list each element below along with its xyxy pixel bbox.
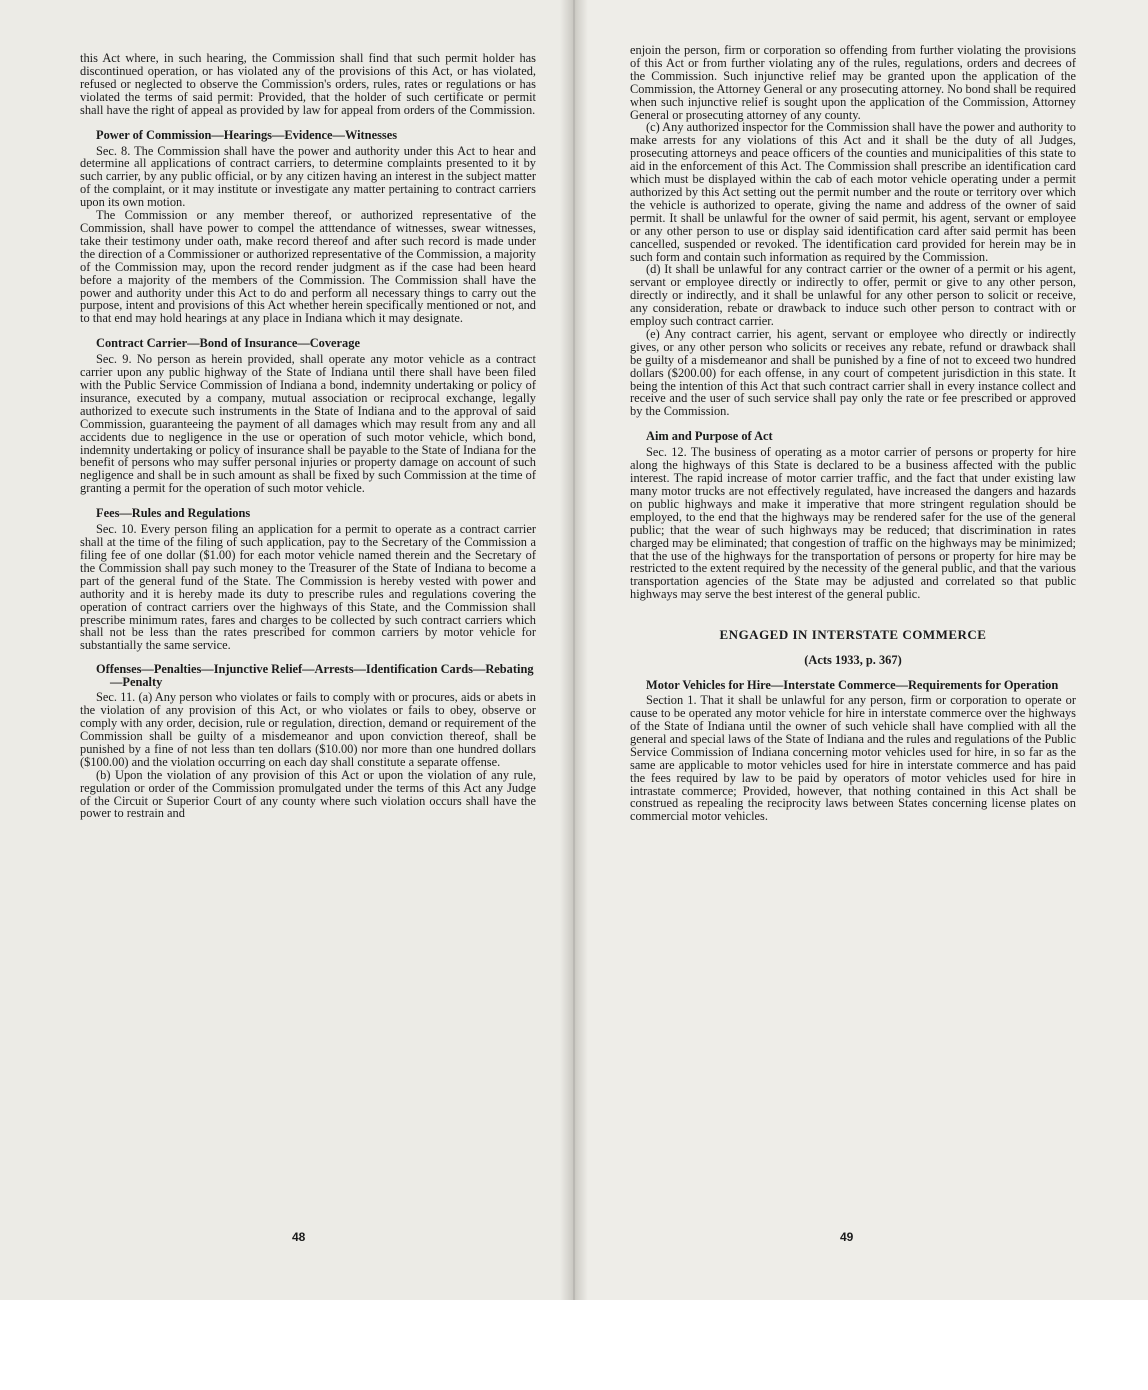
section-heading: Motor Vehicles for Hire—Interstate Commerce—Requirements for Operation: [646, 678, 1059, 693]
paragraph: Sec. 9. No person as herein provided, shall operate any motor vehicle as a contract carrier upon any public highway of the State of Indiana until there shall have been filed with the Public Service Commission of Indiana a bond, indemnity undertaking or policy of insurance, executed by a company, mutual association or reciprocal exchange, legally authorized to execute such instruments in the State of Indiana and to the approval of said Commission, guaranteeing the payment of all damages which may result from any and all accidents due to negligence in the use or operation of such motor vehicle, which bond, indemnity undertaking or policy of insurance shall be payable to the State of Indiana for the benefit of persons who may suffer personal injuries or property damage on account of such negligence and shall be in such amount as shall be fixed by such Commission at the time of granting a permit for the operation of such motor vehicle.: [80, 352, 536, 496]
left-page: [0, 0, 572, 1300]
page-number-right: 49: [840, 1230, 854, 1244]
paragraph: (e) Any contract carrier, his agent, servant or employee who directly or indirectly gives, or any other person who solicits or receives any rebate, refund or drawback shall be guilty of a misdemeanor and shall be punished by a fine of not to exceed two hundred dollars ($200.00) for each offense, in any court of competent jurisdiction in this state. It being the intention of this Act that such contract carrier shall in every instance collect and receive and the user of such service shall pay only the rate or fee prescribed or approved by the Commission.: [630, 326, 1076, 419]
paragraph: Section 1. That it shall be unlawful for any person, firm or corporation to operate or cause to be operated any motor vehicle for hire in interstate commerce over the highways of the State of Indiana until the owner of such vehicle shall have complied with all the general and special laws of the State of Indiana and the rules and regulations of the Public Service Commission of Indiana concerning motor vehicles used for hire, in so far as the same are applicable to motor vehicles used for hire in interstate commerce and has paid the fees required by law to be paid by operators of motor vehicles used for hire in intrastate commerce; Provided, however, that nothing contained in this Act shall be construed as repealing the reciprocity laws between States concerning license plates on commercial motor vehicles.: [630, 693, 1076, 824]
paragraph: Sec. 11. (a) Any person who violates or fails to comply with or procures, aids or abets in the violation of any provision of this Act, or who violates or fails to obey, observe or comply with any order, decision, rule or regulation, direction, demand or requirement of the Commission shall be guilty of a misdemeanor and upon conviction thereof, shall be punished by a fine of not less than ten dollars ($10.00) nor more than one hundred dollars ($100.00) and the violation occurring on each day shall constitute a separate offense.: [80, 690, 536, 769]
section-heading: Power of Commission—Hearings—Evidence—Witnesses: [96, 127, 398, 142]
paragraph: this Act where, in such hearing, the Commission shall find that such permit holder has discontinued operation, or has violated any of the provisions of this Act, or has violated, refused or neglected to observe the Commission's orders, rules, rates or regulations or has violated the terms of said permit: Provided, that the holder of such certificate or permit shall have the right of appeal as provided by law for appeal from orders of the Commission.: [80, 51, 536, 117]
section-heading: Aim and Purpose of Act: [646, 429, 773, 444]
left-page-text: [80, 52, 536, 820]
paragraph: (b) Upon the violation of any provision of this Act or upon the violation of any rule, regulation or order of the Commission promulgated under the terms of this Act any Judge of the Circuit or Superior Court of any county where such violation occurs shall have the power to restrain and: [80, 767, 536, 821]
paragraph: Sec. 8. The Commission shall have the power and authority under this Act to hear and determine all applications of contract carriers, to determine complaints presented to it by such carrier, by any public official, or by any citizen having an interest in the subject matter of the complaint, or it may institute or investigate any matter pertaining to contract carriers upon its own motion.: [80, 143, 536, 210]
section-heading: Fees—Rules and Regulations: [96, 506, 251, 521]
paragraph: (c) Any authorized inspector for the Commission shall have the power and authority to make arrests for any violations of this Act and it shall be the duty of all Judges, prosecuting attorneys and peace officers of the counties and municipalities of this state to aid in the enforcement of this Act. The Commission shall prescribe an identification card which must be displayed within the cab of each motor vehicle operating under a permit authorized by this Act setting out the permit number and the route or territory over which the vehicle is authorized to operate, giving the name and address of the owner of said permit. It shall be unlawful for the owner of said permit, his agent, servant or employee or any other person to use or display said identification card after said permit has been cancelled, suspended or revoked. The identification card provided for herein may be in such form and contain such information as required by the Commission.: [630, 120, 1076, 264]
section-heading: Offenses—Penalties—Injunctive Relief—Arrests—Identification Cards—Rebating—Penalty: [96, 662, 534, 690]
book-gutter: [560, 0, 588, 1300]
paragraph: (d) It shall be unlawful for any contract carrier or the owner of a permit or his agent, servant or employee directly or indirectly to offer, permit or give to any other person, directly or indirectly, and it shall be unlawful for any other person to solicit or receive, any consideration, rebate or drawback to induce such other person to contract with or employ such contract carrier.: [630, 262, 1076, 329]
section-heading: Contract Carrier—Bond of Insurance—Coverage: [96, 336, 360, 351]
chapter-subtitle: (Acts 1933, p. 367): [804, 653, 902, 668]
paragraph: The Commission or any member thereof, or authorized representative of the Commission, shall have power to compel the atttendance of witnesses, swear witnesses, take their testimony under oath, make record thereof and after such record is made under the direction of a Commissioner or authorized representative of the Commission, a majority of the Commission may, upon the record render judgment as if the case had been heard before a majority of the members of the Commission. The Commission shall have the power and authority under this Act to do and perform all necessary things to carry out the purpose, intent and provisions of this Act whether herein specifically mentioned or not, and to that end may hold hearings at any place in Indiana which it may designate.: [80, 208, 536, 326]
paragraph: Sec. 12. The business of operating as a motor carrier of persons or property for hire along the highways of this State is declared to be a business affected with the public interest. The rapid increase of motor carrier traffic, and the fact that under existing law many motor trucks are not effectively regulated, have increased the dangers and hazards on public highways and make it imperative that more stringent regulation should be employed, to the end that the highways may be rendered safer for the use of the general public; that the wear of such highways may be reduced; that discrimination in rates charged may be eliminated; that congestion of traffic on the highways may be minimized; that the use of the highways for the transportation of persons or property for hire may be restricted to the extent required by the necessity of the general public, and that the various transportation agencies of the State may be adjusted and correlated so that public highways may serve the best interest of the general public.: [630, 445, 1076, 602]
chapter-title: ENGAGED IN INTERSTATE COMMERCE: [719, 627, 987, 643]
right-page-text: [630, 44, 1076, 823]
paragraph: enjoin the person, firm or corporation so offending from further violating the provisions of this Act or from further violating any of the rules, regulations, orders and decrees of the Commission. Such injunctive relief may be granted upon the application of the Commission, the Attorney General or any prosecuting attorney. No bond shall be required when such injunctive relief is sought upon the application of the Commission, Attorney General or prosecuting attorney of any county.: [630, 43, 1076, 122]
page-number-left: 48: [292, 1230, 306, 1244]
paragraph: Sec. 10. Every person filing an application for a permit to operate as a contract carrier shall at the time of the filing of such application, pay to the Secretary of the Commission a filing fee of one dollar ($1.00) for each motor vehicle named therein and the Secretary of the Commission shall pay such money to the Treasurer of the State of Indiana to become a part of the general fund of the State. The Commission is hereby vested with power and authority and it is hereby made its duty to prescribe rules and regulations covering the operation of contract carriers over the highways of this State, and the Commission shall prescribe minimum rates, fares and charges to be collected by such contract carriers which shall not be less than the rates prescribed for common carriers by motor vehicle for substantially the same service.: [80, 522, 536, 653]
right-page: [572, 0, 1148, 1300]
